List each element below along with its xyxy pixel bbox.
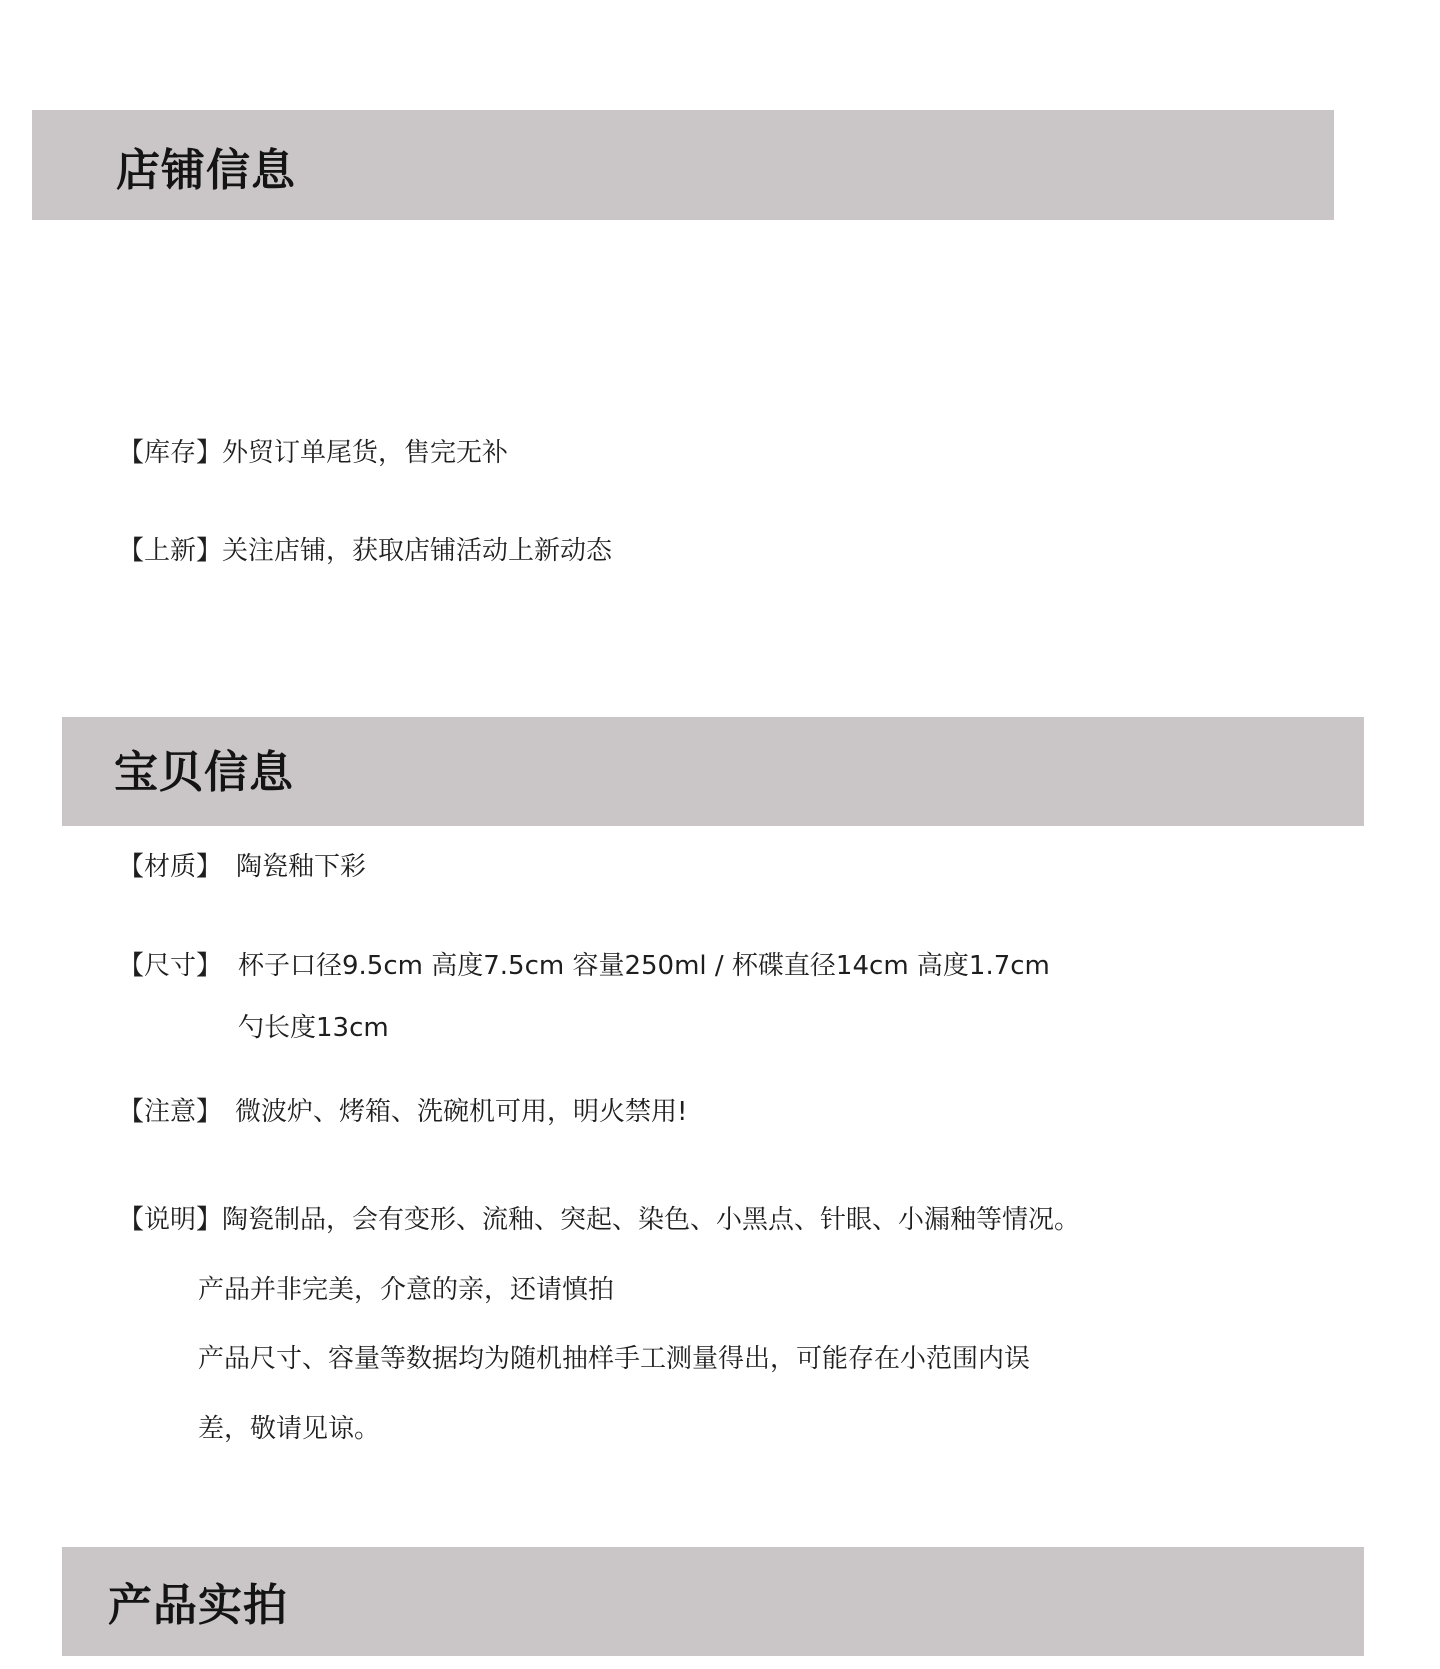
store-info-stock-line (118, 440, 508, 466)
description-text-line1: 陶瓷制品，会有变形、流釉、突起、染色、小黑点、针眼、小漏釉等情况。 (222, 1205, 1081, 1235)
product-info-title: 宝贝信息 (114, 747, 294, 798)
new-arrival-text: 关注店铺，获取店铺活动上新动态 (222, 536, 613, 566)
material-text: 陶瓷釉下彩 (236, 852, 367, 882)
description-label: 【说明】 (118, 1205, 223, 1235)
store-info-title: 店铺信息 (116, 145, 296, 196)
size-line-2: 勺长度13cm (238, 1013, 389, 1043)
size-label: 【尺寸】 (118, 951, 223, 981)
photos-title: 产品实拍 (108, 1580, 288, 1631)
stock-label: 【库存】 (118, 438, 223, 468)
material-line (118, 854, 366, 880)
material-label: 【材质】 (118, 852, 223, 882)
size-line-1 (118, 953, 1050, 979)
description-line-1 (118, 1207, 1080, 1233)
description-line-3: 产品尺寸、容量等数据均为随机抽样手工测量得出，可能存在小范围内误 (198, 1344, 1031, 1374)
size-text-line1: 杯子口径9.5cm 高度7.5cm 容量250ml / 杯碟直径14cm 高度1.7cm (238, 951, 1050, 981)
notice-text: 微波炉、烤箱、洗碗机可用，明火禁用! (235, 1097, 688, 1127)
new-arrival-label: 【上新】 (118, 536, 223, 566)
stock-text: 外贸订单尾货，售完无补 (222, 438, 509, 468)
store-info-new-line (118, 538, 612, 564)
notice-line (118, 1099, 687, 1125)
notice-label: 【注意】 (118, 1097, 223, 1127)
description-line-2: 产品并非完美，介意的亲，还请慎拍 (198, 1275, 615, 1305)
description-line-4: 差，敬请见谅。 (198, 1414, 381, 1444)
